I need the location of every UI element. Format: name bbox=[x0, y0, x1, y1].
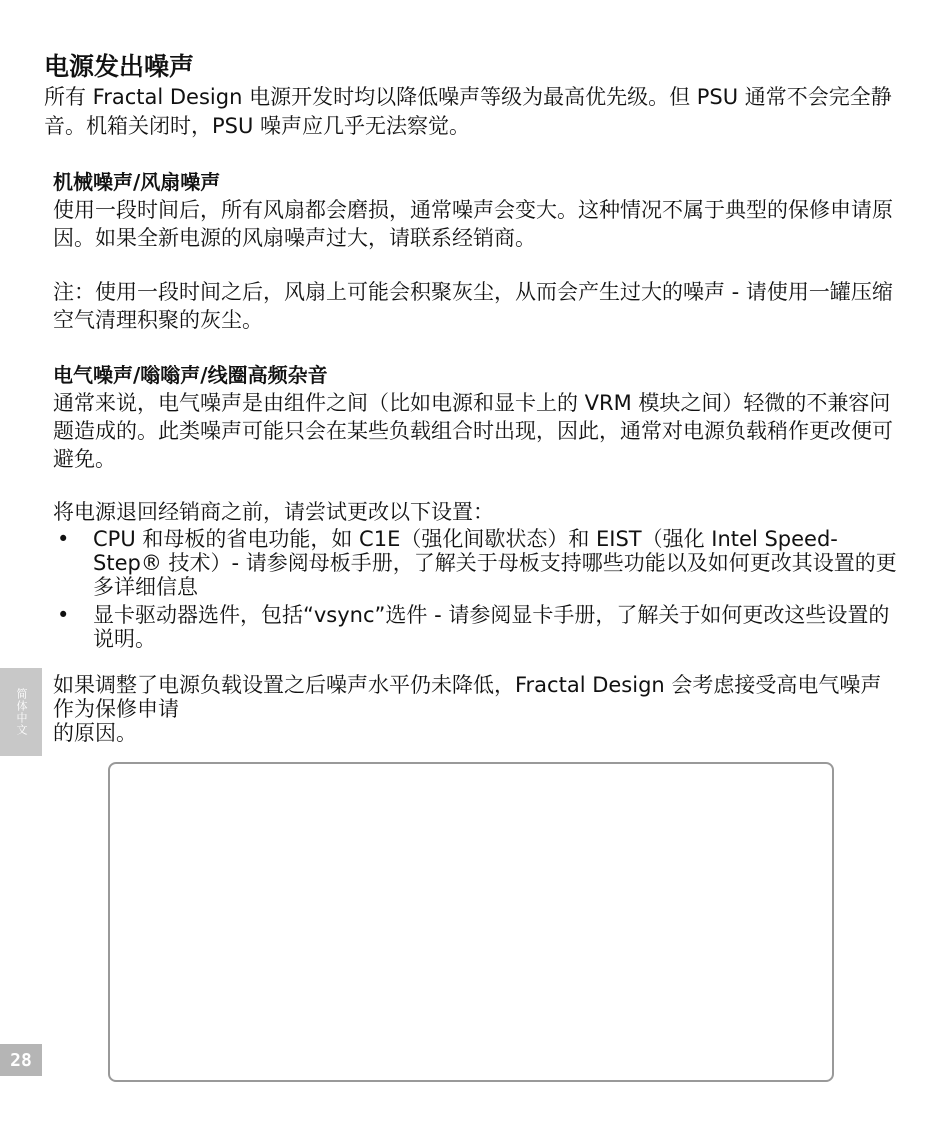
bullet-dot: • bbox=[57, 527, 70, 551]
list-item bbox=[53, 603, 903, 651]
mechanical-noise-heading: 机械噪声/风扇噪声 bbox=[53, 170, 221, 194]
closing-text-line2: 的原因。 bbox=[53, 721, 137, 745]
list-item bbox=[53, 527, 903, 599]
electrical-noise-body: 通常来说，电气噪声是由组件之间（比如电源和显卡上的 VRM 模块之间）轻微的不兼容问题造成的。此类噪声可能只会在某些负载组合时出现，因此，通常对电源负载稍作更改便可避免。 bbox=[53, 391, 893, 471]
mechanical-noise-note: 注：使用一段时间之后，风扇上可能会积聚灰尘，从而会产生过大的噪声 - 请使用一罐压缩空气清理积聚的灰尘。 bbox=[53, 280, 893, 332]
settings-bullet-list bbox=[53, 527, 903, 655]
mechanical-noise-body: 使用一段时间后，所有风扇都会磨损，通常噪声会变大。这种情况不属于典型的保修申请原因。如果全新电源的风扇噪声过大，请联系经销商。 bbox=[53, 198, 893, 250]
page-number-badge: 28 bbox=[0, 1044, 42, 1076]
list-item-text: CPU 和母板的省电功能，如 C1E（强化间歇状态）和 EIST（强化 Intel Speed-Step® 技术）- 请参阅母板手册，了解关于母板支持哪些功能以及如何更改其设置的更多详细信息 bbox=[93, 527, 897, 599]
electrical-noise-heading: 电气噪声/嗡嗡声/线圈高频杂音 bbox=[53, 363, 328, 387]
list-item-text: 显卡驱动器选件，包括“vsync”选件 - 请参阅显卡手册，了解关于如何更改这些设置的说明。 bbox=[93, 603, 890, 651]
language-tab-label: 简体中文 bbox=[15, 688, 28, 736]
closing-text-line1: 如果调整了电源负载设置之后噪声水平仍未降低，Fractal Design 会考虑接受高电气噪声作为保修申请 bbox=[53, 673, 882, 721]
page-title: 电源发出噪声 bbox=[44, 52, 195, 81]
language-side-tab bbox=[0, 668, 42, 756]
intro-paragraph: 所有 Fractal Design 电源开发时均以降低噪声等级为最高优先级。但 PSU 通常不会完全静音。机箱关闭时，PSU 噪声应几乎无法察觉。 bbox=[44, 85, 892, 138]
empty-frame bbox=[108, 762, 834, 1082]
before-return-text: 将电源退回经销商之前，请尝试更改以下设置： bbox=[53, 500, 494, 524]
bullet-dot: • bbox=[57, 603, 70, 627]
